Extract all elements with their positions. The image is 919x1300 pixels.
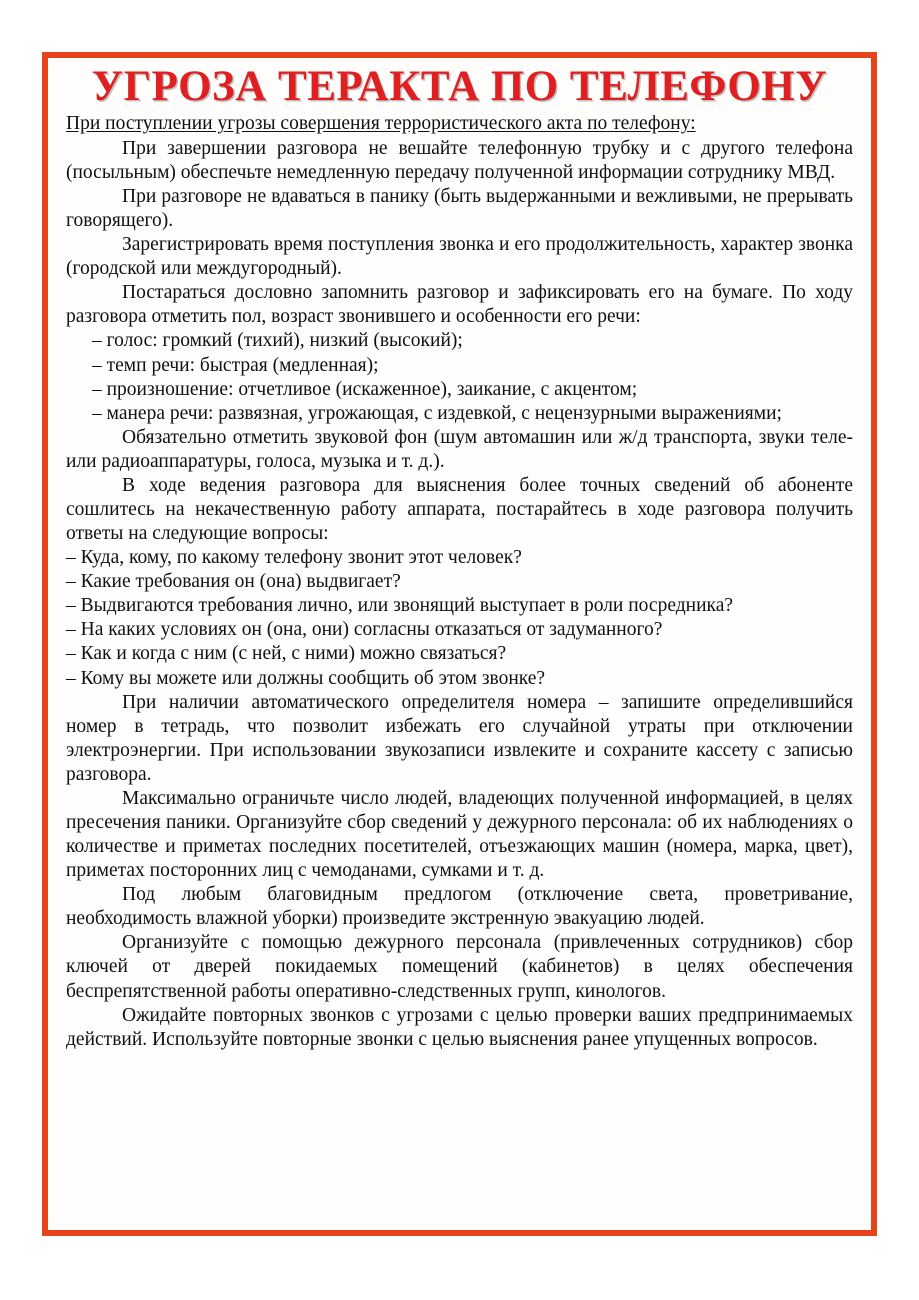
body-paragraph: При разговоре не вдаваться в панику (быть выдержанными и вежливыми, не прерывать говорящего). [66, 185, 853, 232]
question-list-item: – Какие требования он (она) выдвигает? [66, 571, 401, 593]
body-paragraph: При завершении разговора не вешайте телефонную трубку и с другого телефона (посыльным) обеспечьте немедленную передачу полученной информации сотруднику МВД. [66, 137, 853, 183]
body-paragraph: Обязательно отметить звуковой фон (шум автомашин или ж/д транспорта, звуки теле- или радиоаппаратуры, голоса, музыка и т. д.). [66, 426, 853, 472]
body-paragraph: Максимально ограничьте число людей, владеющих полученной информацией, в целях пресечения паники. Организуйте сбор сведений у дежурного персонала: об их наблюдениях о количестве и приметах последних посетителей, отъезжающих машин (номера, марка, цвет), приметах посторонних лиц с чемоданами, сумками и т. д. [66, 787, 853, 882]
question-list-item: – Как и когда с ним (с ней, с ними) можно связаться? [66, 643, 507, 665]
dash-list-item: – произношение: отчетливое (искаженное), заикание, с акцентом; [92, 378, 638, 400]
body-paragraph: Организуйте с помощью дежурного персонала (привлеченных сотрудников) сбор ключей от дверей покидаемых помещений (кабинетов) в целях обеспечения беспрепятственной работы оперативно-следственных групп, кинологов. [66, 932, 853, 1002]
question-list-item: – На каких условиях он (она, они) согласны отказаться от задуманного? [66, 619, 663, 641]
question-list-item: – Куда, кому, по какому телефону звонит этот человек? [66, 547, 522, 569]
lead-paragraph: При поступлении угрозы совершения террористического акта по телефону: [66, 113, 696, 135]
body-paragraph: В ходе ведения разговора для выяснения более точных сведений об абоненте сошлитесь на некачественную работу аппарата, постарайтесь в ходе разговора получить ответы на следующие вопросы: [66, 474, 853, 545]
body-paragraph: Ожидайте повторных звонков с угрозами с целью проверки ваших предпринимаемых действий. Используйте повторные звонки с целью выяснения ранее упущенных вопросов. [66, 1004, 853, 1050]
poster-frame [42, 52, 877, 1236]
page-title: УГРОЗА ТЕРАКТА ПО ТЕЛЕФОНУ [91, 63, 828, 110]
dash-list-item: – темп речи: быстрая (медленная); [92, 354, 379, 376]
body-blocks [66, 137, 853, 1052]
body-paragraph: Постараться дословно запомнить разговор и зафиксировать его на бумаге. По ходу разговора отметить пол, возраст звонившего и особенности его речи: [66, 282, 853, 328]
dash-list-item: – манера речи: развязная, угрожающая, с издевкой, с нецензурными выражениями; [92, 402, 782, 424]
question-list-item: – Кому вы можете или должны сообщить об этом звонке? [66, 667, 546, 689]
question-list-item: – Выдвигаются требования лично, или звонящий выступает в роли посредника? [66, 595, 733, 617]
body-paragraph: Зарегистрировать время поступления звонка и его продолжительность, характер звонка (городской или междугородный). [66, 234, 853, 280]
dash-list-item: – голос: громкий (тихий), низкий (высокий); [92, 330, 463, 352]
poster-content [48, 58, 871, 1230]
body-paragraph: При наличии автоматического определителя номера – запишите определившийся номер в тетрадь, что позволит избежать его случайной утраты при отключении электроэнергии. При использовании звукозаписи извлеките и сохраните кассету с записью разговора. [66, 691, 853, 785]
body-paragraph: Под любым благовидным предлогом (отключение света, проветривание, необходимость влажной уборки) произведите экстренную эвакуацию людей. [66, 884, 853, 930]
